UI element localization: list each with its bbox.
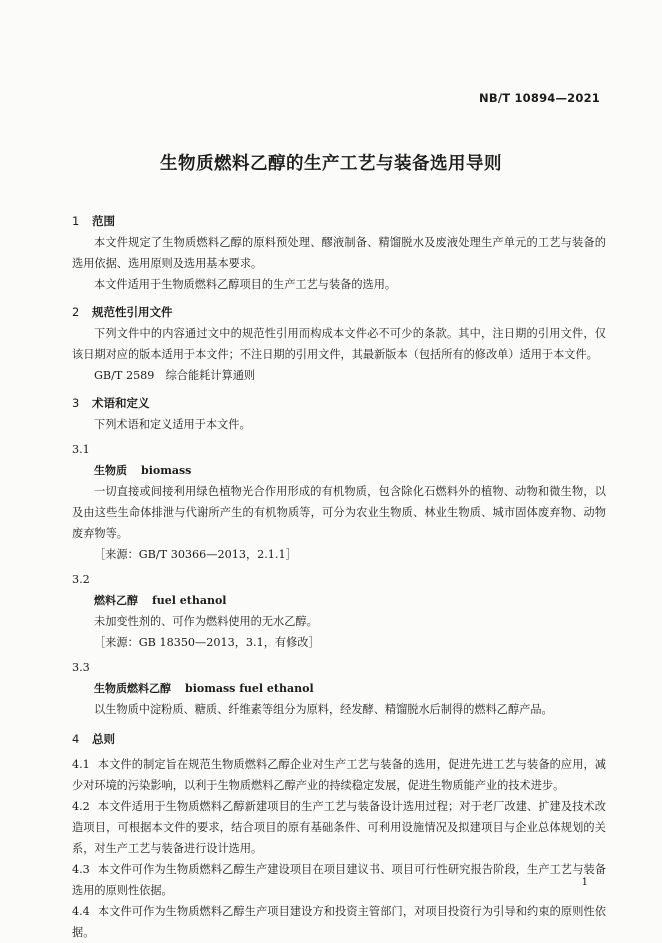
section-2-heading — [72, 301, 606, 323]
section-title: 规范性引用文件 — [92, 305, 173, 319]
normative-reference: GB/T 2589 综合能耗计算通则 — [94, 369, 256, 382]
clause — [72, 901, 606, 943]
section-number: 3 — [72, 396, 80, 410]
paragraph: 本文件规定了生物质燃料乙醇的原料预处理、醪液制备、精馏脱水及废液处理生产单元的工艺与装备的选用依据、选用原则及选用基本要求。 — [72, 236, 606, 270]
term-definition: 一切直接或间接利用绿色植物光合作用形成的有机物质，包含除化石燃料外的植物、动物和微生物，以及由这些生命体排泄与代谢所产生的有机物质等，可分为农业生物质、林业生物质、城市固体废弃物、动物废弃物等。 — [72, 485, 606, 540]
term-definition: 未加变性剂的、可作为燃料使用的无水乙醇。 — [94, 615, 318, 628]
term-heading — [72, 590, 606, 611]
paragraph: 本文件适用于生物质燃料乙醇项目的生产工艺与装备的选用。 — [94, 278, 397, 291]
document-body — [72, 210, 606, 943]
standard-code: NB/T 10894—2021 — [479, 91, 600, 105]
clause-number: 4.3 — [72, 863, 90, 876]
section-1-heading — [72, 210, 606, 232]
section-title: 术语和定义 — [92, 396, 150, 410]
term-source: ［来源：GB/T 30366—2013，2.1.1］ — [94, 548, 297, 561]
section-number: 1 — [72, 214, 80, 228]
clause-text: 本文件可作为生物质燃料乙醇生产项目建设方和投资主管部门，对项目投资行为引导和约束的原则性依据。 — [72, 905, 606, 939]
clause — [72, 796, 606, 859]
term-source: ［来源：GB 18350—2013，3.1，有修改］ — [94, 636, 320, 649]
clause-text: 本文件适用于生物质燃料乙醇新建项目的生产工艺与装备设计选用过程；对于老厂改建、扩建及技术改造项目，可根据本文件的要求，结合项目的原有基础条件、可利用设施情况及拟建项目与企业总体规划的关系，对生产工艺与装备进行设计选用。 — [72, 800, 606, 855]
term-number: 3.3 — [72, 661, 90, 674]
term-cn: 生物质 — [94, 464, 127, 477]
paragraph: 下列术语和定义适用于本文件。 — [94, 418, 251, 431]
section-title: 范围 — [92, 214, 115, 228]
section-number: 4 — [72, 732, 80, 746]
clause-number: 4.1 — [72, 758, 90, 771]
term-en: fuel ethanol — [152, 594, 227, 607]
term-cn: 生物质燃料乙醇 — [94, 682, 171, 695]
term-heading — [72, 678, 606, 699]
clause — [72, 859, 606, 901]
term-heading — [72, 460, 606, 481]
section-3-heading — [72, 392, 606, 414]
term-number: 3.2 — [72, 573, 90, 586]
clause-number: 4.4 — [72, 905, 90, 918]
term-cn: 燃料乙醇 — [94, 594, 138, 607]
clause-number: 4.2 — [72, 800, 90, 813]
clause — [72, 754, 606, 796]
section-number: 2 — [72, 305, 80, 319]
term-en: biomass fuel ethanol — [185, 682, 314, 695]
paragraph: 下列文件中的内容通过文中的规范性引用而构成本文件必不可少的条款。其中，注日期的引用文件，仅该日期对应的版本适用于本文件；不注日期的引用文件，其最新版本（包括所有的修改单）适用于本文件。 — [72, 327, 606, 361]
clause-text: 本文件的制定旨在规范生物质燃料乙醇企业对生产工艺与装备的选用，促进先进工艺与装备的应用，减少对环境的污染影响，以利于生物质燃料乙醇产业的持续稳定发展，促进生物质能产业的技术进步。 — [72, 758, 606, 792]
page-number: 1 — [581, 877, 588, 888]
section-title: 总则 — [92, 732, 115, 746]
clause-text: 本文件可作为生物质燃料乙醇生产建设项目在项目建议书、项目可行性研究报告阶段，生产工艺与装备选用的原则性依据。 — [72, 863, 606, 897]
term-en: biomass — [141, 464, 192, 477]
term-number: 3.1 — [72, 443, 90, 456]
term-definition: 以生物质中淀粉质、糖质、纤维素等组分为原料，经发酵、精馏脱水后制得的燃料乙醇产品。 — [94, 703, 553, 716]
document-title: 生物质燃料乙醇的生产工艺与装备选用导则 — [160, 154, 502, 174]
section-4-heading — [72, 728, 606, 750]
